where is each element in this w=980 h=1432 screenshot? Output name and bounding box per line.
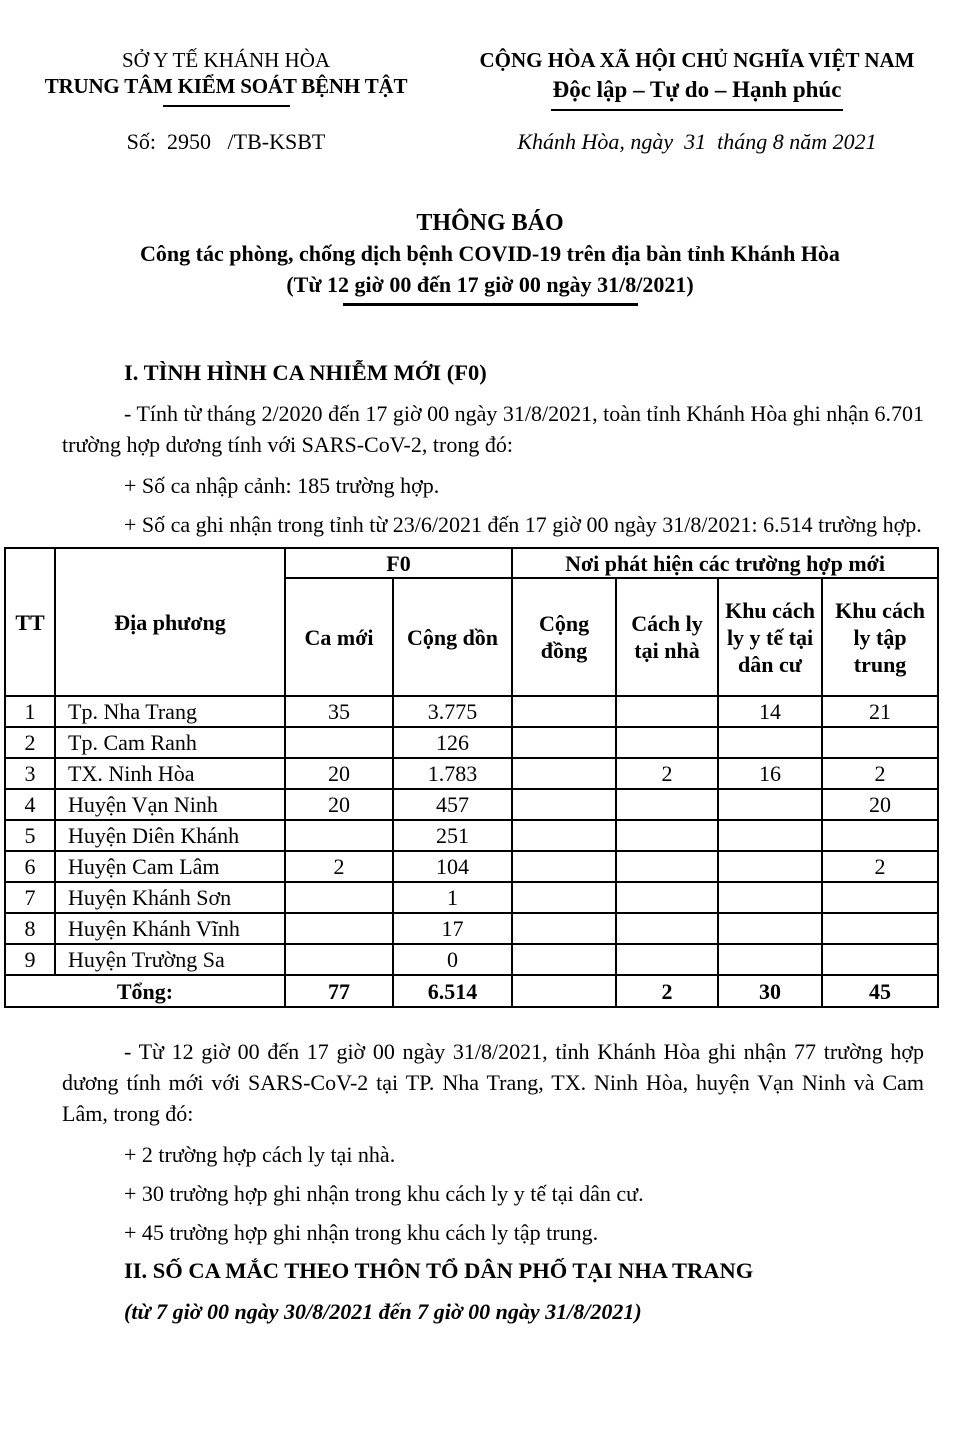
value-cell: 9: [5, 944, 55, 975]
value-cell: 35: [285, 696, 393, 727]
table-row: [5, 882, 938, 913]
org-name: TRUNG TÂM KIỂM SOÁT BỆNH TẬT: [44, 74, 408, 98]
table-body: [5, 696, 938, 1007]
value-cell: 4: [5, 789, 55, 820]
value-cell: 126: [393, 727, 512, 758]
national-title: CỘNG HÒA XÃ HỘI CHỦ NGHĨA VIỆT NAM: [479, 48, 915, 72]
total-value-cell: [512, 975, 616, 1007]
value-cell: [616, 913, 718, 944]
locality-cell: Tp. Nha Trang: [55, 696, 285, 727]
value-cell: 104: [393, 851, 512, 882]
value-cell: [718, 789, 822, 820]
value-cell: 16: [718, 758, 822, 789]
value-cell: 6: [5, 851, 55, 882]
section-1-notes: [0, 1036, 980, 1248]
value-cell: [718, 851, 822, 882]
value-cell: [512, 851, 616, 882]
value-cell: [616, 727, 718, 758]
value-cell: 5: [5, 820, 55, 851]
value-cell: 1: [5, 696, 55, 727]
value-cell: 7: [5, 882, 55, 913]
value-cell: [718, 882, 822, 913]
document-title: THÔNG BÁO: [416, 210, 564, 236]
national-motto-block: [449, 48, 945, 155]
table-row: [5, 820, 938, 851]
value-cell: [616, 944, 718, 975]
value-cell: [512, 882, 616, 913]
paragraph-new-cases-summary: - Từ 12 giờ 00 đến 17 giờ 00 ngày 31/8/2021, tỉnh Khánh Hòa ghi nhận 77 trường hợp dương tính mới với SARS-CoV-2 tại TP. Nha Trang, TX. Ninh Hòa, huyện Vạn Ninh và Cam Lâm, trong đó:: [62, 1039, 924, 1126]
value-cell: 3.775: [393, 696, 512, 727]
document-number: Số: 2950 /TB-KSBT: [126, 129, 326, 154]
document-time-range: (Từ 12 giờ 00 đến 17 giờ 00 ngày 31/8/2021): [286, 272, 694, 297]
value-cell: [285, 727, 393, 758]
value-cell: 2: [822, 758, 938, 789]
value-cell: [285, 820, 393, 851]
value-cell: 8: [5, 913, 55, 944]
value-cell: [718, 913, 822, 944]
paragraph-local-cases: + Số ca ghi nhận trong tỉnh từ 23/6/2021 đến 17 giờ 00 ngày 31/8/2021: 6.514 trường hợp.: [124, 512, 922, 537]
note-medical-quarantine: + 30 trường hợp ghi nhận trong khu cách ly y tế tại dân cư.: [124, 1181, 644, 1206]
paragraph-imported-cases: + Số ca nhập cảnh: 185 trường hợp.: [124, 473, 440, 498]
column-header-locality: Địa phương: [55, 548, 285, 696]
value-cell: 20: [285, 789, 393, 820]
table-row: [5, 758, 938, 789]
value-cell: [718, 944, 822, 975]
locality-cell: Huyện Khánh Sơn: [55, 882, 285, 913]
section-1: [0, 358, 980, 540]
total-value-cell: 6.514: [393, 975, 512, 1007]
org-underline: [163, 105, 290, 107]
value-cell: [512, 758, 616, 789]
column-group-f0: F0: [285, 548, 512, 578]
table-row: [5, 851, 938, 882]
value-cell: [718, 820, 822, 851]
value-cell: 20: [822, 789, 938, 820]
section-2-subtitle: (từ 7 giờ 00 ngày 30/8/2021 đến 7 giờ 00 ngày 31/8/2021): [124, 1299, 642, 1324]
value-cell: [616, 820, 718, 851]
value-cell: [285, 944, 393, 975]
value-cell: 1.783: [393, 758, 512, 789]
value-cell: [512, 727, 616, 758]
value-cell: [822, 820, 938, 851]
org-parent-name: SỞ Y TẾ KHÁNH HÒA: [121, 48, 331, 72]
value-cell: [512, 820, 616, 851]
table-row: [5, 696, 938, 727]
place-and-date: Khánh Hòa, ngày 31 tháng 8 năm 2021: [517, 129, 877, 154]
locality-cell: Huyện Trường Sa: [55, 944, 285, 975]
table-header: [5, 548, 938, 696]
column-header-cumulative: Cộng dồn: [393, 578, 512, 696]
value-cell: 251: [393, 820, 512, 851]
table-row: [5, 727, 938, 758]
value-cell: 17: [393, 913, 512, 944]
column-group-detection-place: Nơi phát hiện các trường hợp mới: [512, 548, 938, 578]
value-cell: [822, 727, 938, 758]
value-cell: 21: [822, 696, 938, 727]
value-cell: 2: [285, 851, 393, 882]
national-motto: Độc lập – Tự do – Hạnh phúc: [552, 77, 842, 102]
value-cell: [512, 913, 616, 944]
value-cell: [512, 696, 616, 727]
value-cell: 457: [393, 789, 512, 820]
title-underline: [343, 303, 638, 306]
locality-cell: TX. Ninh Hòa: [55, 758, 285, 789]
locality-cell: Huyện Diên Khánh: [55, 820, 285, 851]
total-value-cell: 77: [285, 975, 393, 1007]
value-cell: [512, 944, 616, 975]
value-cell: [285, 913, 393, 944]
note-home-quarantine: + 2 trường hợp cách ly tại nhà.: [124, 1142, 396, 1167]
total-value-cell: 30: [718, 975, 822, 1007]
section-1-heading: I. TÌNH HÌNH CA NHIỄM MỚI (F0): [124, 360, 487, 385]
value-cell: 3: [5, 758, 55, 789]
value-cell: 14: [718, 696, 822, 727]
column-header-home-quarantine: Cách ly tại nhà: [616, 578, 718, 696]
value-cell: [718, 727, 822, 758]
value-cell: [822, 913, 938, 944]
table-row: [5, 789, 938, 820]
motto-underline: [551, 109, 843, 111]
value-cell: 20: [285, 758, 393, 789]
table-row: [5, 944, 938, 975]
column-header-community: Cộng đồng: [512, 578, 616, 696]
total-value-cell: 45: [822, 975, 938, 1007]
value-cell: 2: [822, 851, 938, 882]
note-centralized-quarantine: + 45 trường hợp ghi nhận trong khu cách ly tập trung.: [124, 1220, 599, 1245]
table-row: [5, 913, 938, 944]
total-label-cell: Tổng:: [5, 975, 285, 1007]
value-cell: [512, 789, 616, 820]
column-header-tt: TT: [5, 548, 55, 696]
column-header-new-cases: Ca mới: [285, 578, 393, 696]
value-cell: 1: [393, 882, 512, 913]
value-cell: [822, 944, 938, 975]
section-2-heading: II. SỐ CA MẮC THEO THÔN TỔ DÂN PHỐ TẠI NHA TRANG: [124, 1258, 754, 1283]
title-block: [0, 208, 980, 306]
value-cell: [822, 882, 938, 913]
column-header-medical-quarantine: Khu cách ly y tế tại dân cư: [718, 578, 822, 696]
document-subject: Công tác phòng, chống dịch bệnh COVID-19 trên địa bàn tỉnh Khánh Hòa: [140, 241, 840, 266]
case-statistics-table: [4, 547, 939, 1008]
value-cell: [285, 882, 393, 913]
section-2: [0, 1256, 980, 1327]
value-cell: [616, 851, 718, 882]
locality-cell: Huyện Cam Lâm: [55, 851, 285, 882]
value-cell: [616, 696, 718, 727]
value-cell: [616, 882, 718, 913]
value-cell: 2: [616, 758, 718, 789]
value-cell: 0: [393, 944, 512, 975]
paragraph-cumulative-cases: - Tính từ tháng 2/2020 đến 17 giờ 00 ngày 31/8/2021, toàn tỉnh Khánh Hòa ghi nhận 6.701 trường hợp dương tính với SARS-CoV-2, trong đó:: [62, 401, 924, 457]
total-value-cell: 2: [616, 975, 718, 1007]
table-total-row: [5, 975, 938, 1007]
document-header: [0, 48, 980, 155]
locality-cell: Huyện Vạn Ninh: [55, 789, 285, 820]
column-header-centralized-quarantine: Khu cách ly tập trung: [822, 578, 938, 696]
locality-cell: Tp. Cam Ranh: [55, 727, 285, 758]
value-cell: 2: [5, 727, 55, 758]
value-cell: [616, 789, 718, 820]
locality-cell: Huyện Khánh Vĩnh: [55, 913, 285, 944]
issuing-org-block: [35, 48, 417, 155]
